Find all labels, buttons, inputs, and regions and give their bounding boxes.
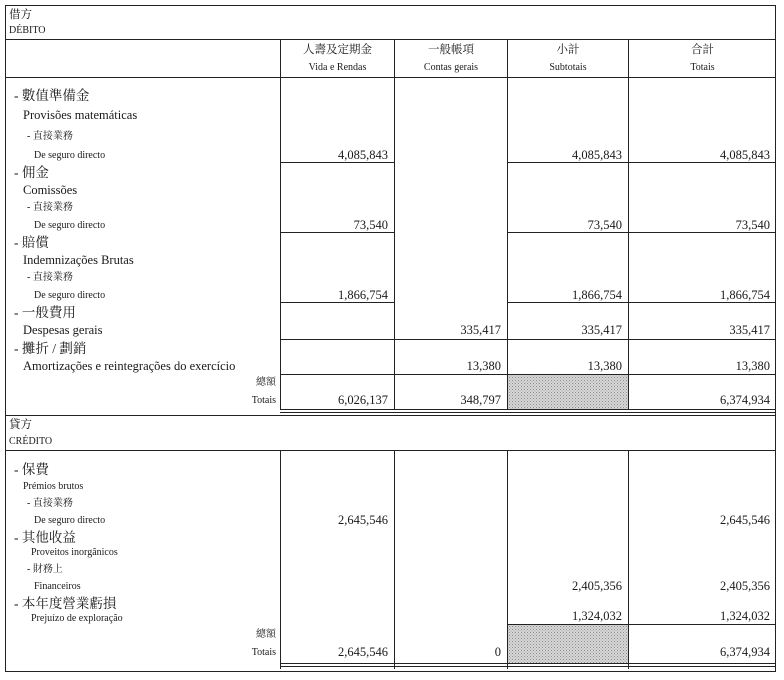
credit-subtotal-shaded-cell [508,625,628,663]
row-comissoes-sub-zh: - 直接業務 [27,202,73,213]
debit-title-pt: DÉBITO [9,25,46,36]
row-outros-title-zh: - 其他收益 [14,530,76,545]
row-indemnizacoes-subtotal: 1,866,754 [572,288,622,302]
col-header-subtotais-pt: Subtotais [549,62,587,73]
row-premios-sub-pt: De seguro directo [34,515,106,526]
row-comissoes-subtotal: 73,540 [587,218,622,232]
credit-title-zh: 貸方 [9,419,32,431]
row-despesas-title-zh: - 一般費用 [14,305,76,320]
row-amortizacoes-title-zh: - 攤折 / 劃銷 [14,341,87,356]
credit-total-vida: 2,645,546 [338,645,388,659]
row-indemnizacoes-title-pt: Indemnizações Brutas [23,253,134,267]
credit-total-contas: 0 [494,645,501,659]
row-comissoes-title-zh: - 佣金 [14,165,49,180]
row-indemnizacoes-vida: 1,866,754 [338,288,388,302]
credit-total-totais: 6,374,934 [720,645,770,659]
row-despesas-title-pt: Despesas gerais [23,323,103,337]
row-prejuizo-subtotal: 1,324,032 [572,609,622,623]
row-amortizacoes-subtotal: 13,380 [587,359,622,373]
row-premios-title-pt: Prémios brutos [23,481,84,492]
row-provisoes-title-pt: Provisões matemáticas [23,108,138,122]
row-comissoes-sub-pt: De seguro directo [34,220,106,231]
row-outros-subtotal: 2,405,356 [572,579,622,593]
row-indemnizacoes-sub-pt: De seguro directo [34,290,106,301]
debit-total-label-pt: Totais [251,395,276,406]
col-header-contas-pt: Contas gerais [423,62,479,73]
row-amortizacoes-title-pt: Amortizações e reintegrações do exercício [23,359,236,373]
row-comissoes-vida: 73,540 [353,218,388,232]
row-provisoes-sub-zh: - 直接業務 [27,131,73,142]
row-outros-sub-pt: Financeiros [34,581,81,592]
row-amortizacoes-contas: 13,380 [466,359,501,373]
credit-total-label-zh: 總額 [256,629,276,640]
col-header-contas-zh: 一般帳項 [428,44,474,56]
row-outros-sub-zh: - 財務上 [27,564,63,575]
row-prejuizo-total: 1,324,032 [720,609,770,623]
col-header-totais-pt: Totais [690,62,715,73]
row-amortizacoes-total: 13,380 [735,359,770,373]
row-provisoes-sub-pt: De seguro directo [34,150,106,161]
debit-total-vida: 6,026,137 [338,393,388,407]
row-premios-vida: 2,645,546 [338,513,388,527]
row-prejuizo-title-pt: Prejuízo de exploração [31,613,123,624]
row-outros-title-pt: Proveitos inorgânicos [31,547,118,558]
row-despesas-total: 335,417 [729,323,770,337]
debit-total-totais: 6,374,934 [720,393,770,407]
row-comissoes-total: 73,540 [735,218,770,232]
debit-total-contas: 348,797 [460,393,501,407]
row-premios-sub-zh: - 直接業務 [27,498,73,509]
col-header-vida-pt: Vida e Rendas [308,62,367,73]
row-provisoes-vida: 4,085,843 [338,148,388,162]
row-despesas-subtotal: 335,417 [581,323,622,337]
credit-title-pt: CRÉDITO [9,436,53,447]
row-prejuizo-title-zh: - 本年度營業虧損 [14,596,117,611]
row-indemnizacoes-total: 1,866,754 [720,288,770,302]
table-grid-lines [5,5,776,672]
row-provisoes-title-zh: - 數值準備金 [14,88,90,103]
col-header-vida-zh: 人壽及定期金 [303,44,372,56]
account-statement-sheet [5,5,776,672]
row-premios-total: 2,645,546 [720,513,770,527]
row-comissoes-title-pt: Comissões [23,183,78,197]
row-premios-title-zh: - 保費 [14,462,49,477]
row-provisoes-total: 4,085,843 [720,148,770,162]
debit-total-label-zh: 總額 [256,377,276,388]
debit-title-zh: 借方 [9,9,32,21]
col-header-subtotais-zh: 小計 [556,44,580,56]
row-despesas-contas: 335,417 [460,323,501,337]
row-provisoes-subtotal: 4,085,843 [572,148,622,162]
credit-total-label-pt: Totais [251,647,276,658]
col-header-totais-zh: 合計 [691,44,714,56]
row-indemnizacoes-title-zh: - 賠償 [14,235,49,250]
debit-subtotal-shaded-cell [508,375,628,409]
row-outros-total: 2,405,356 [720,579,770,593]
row-indemnizacoes-sub-zh: - 直接業務 [27,272,73,283]
